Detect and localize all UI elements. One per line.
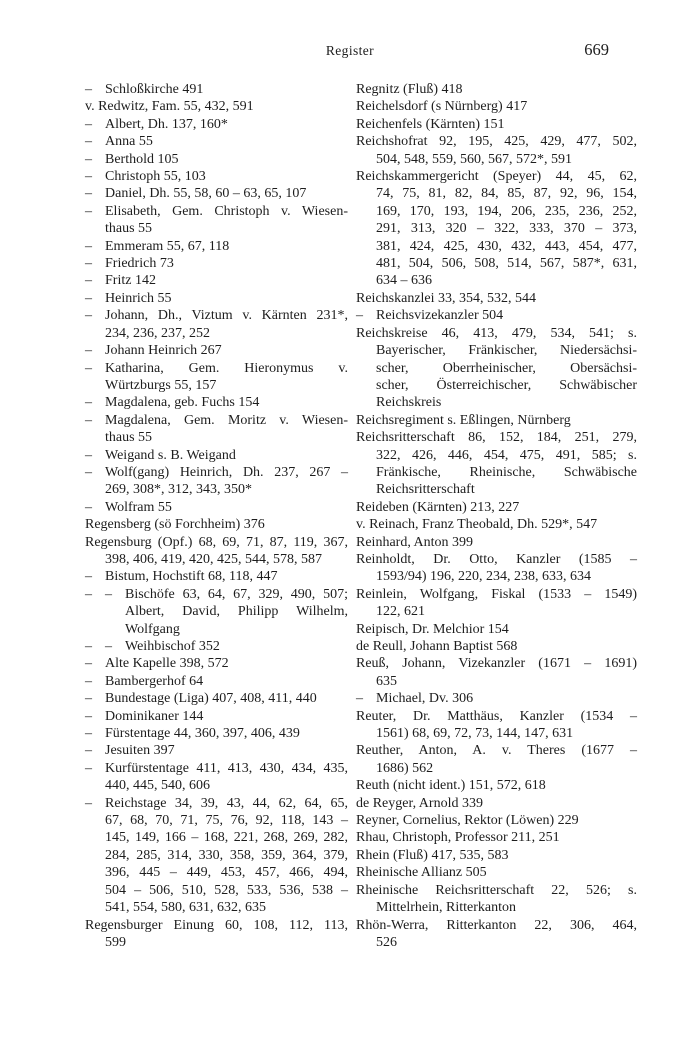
index-entry-line: Würtzburgs 55, 157	[105, 377, 217, 393]
index-entry-line: – Heinrich 55	[85, 290, 172, 306]
index-entry-line: Reichskreis	[376, 395, 442, 411]
index-entry-line: 526	[376, 934, 397, 950]
index-entry	[85, 290, 348, 307]
subentry-dash: –	[105, 586, 112, 602]
index-entry-line: – Reichstage 34, 39, 43, 44, 62, 64, 65,	[85, 795, 348, 811]
index-entry-line: Reichsregiment s. Eßlingen, Nürnberg	[356, 412, 571, 428]
index-entry-line: Regnitz (Fluß) 418	[356, 82, 463, 97]
index-entry-line: Reyner, Cornelius, Rektor (Löwen) 229	[356, 813, 579, 829]
index-entry-line: – Friedrich 73	[85, 256, 174, 272]
index-entry	[356, 325, 637, 412]
index-entry	[85, 151, 348, 168]
index-entry-line: Rhau, Christoph, Professor 211, 251	[356, 830, 560, 846]
index-entry	[85, 690, 348, 707]
index-entry	[85, 708, 348, 725]
index-entry-line: – Fürstentage 44, 360, 397, 406, 439	[85, 726, 300, 742]
index-entry-line: Reichsritterschaft	[376, 482, 475, 498]
index-entry	[85, 795, 348, 917]
index-entry-line: – Dominikaner 144	[85, 708, 204, 724]
subentry-dash: –	[356, 308, 363, 324]
index-entry-line: 269, 308*, 312, 343, 350*	[105, 482, 252, 498]
index-entry-line: – – Weihbischof 352	[85, 639, 220, 654]
subentry-dash: –	[85, 464, 92, 480]
index-entry	[356, 516, 637, 533]
index-entry	[356, 412, 637, 429]
subentry-dash: –	[85, 743, 92, 759]
index-entry-line: – Kurfürstentage 411, 413, 430, 434, 435,	[85, 760, 348, 776]
index-entry	[85, 203, 348, 238]
subentry-dash: –	[85, 691, 92, 707]
index-entry	[356, 742, 637, 777]
index-entry	[356, 307, 637, 324]
index-entry	[356, 81, 637, 98]
index-entry	[85, 568, 348, 585]
index-entry-line: Mittelrhein, Ritterkanton	[376, 900, 516, 916]
index-entry-line: – Johann, Dh., Viztum v. Kärnten 231*,	[85, 308, 348, 324]
index-entry	[85, 133, 348, 150]
index-entry-line: – Fritz 142	[85, 273, 156, 289]
index-entry	[85, 655, 348, 672]
subentry-dash: –	[85, 412, 92, 428]
index-entry-line: 504, 548, 559, 560, 567, 572*, 591	[376, 151, 572, 167]
index-entry-line: – Schloßkirche 491	[85, 82, 204, 97]
index-entry-line: – Albert, Dh. 137, 160*	[85, 116, 228, 132]
index-entry	[356, 133, 637, 168]
index-entry-line: Reuter, Dr. Matthäus, Kanzler (1534 –	[356, 708, 637, 724]
index-entry	[85, 760, 348, 795]
index-entry-line: 504 – 506, 510, 528, 533, 536, 538 –	[105, 882, 348, 898]
subentry-dash: –	[85, 273, 92, 289]
index-entry	[85, 673, 348, 690]
index-entry-line: 398, 406, 419, 420, 425, 544, 578, 587	[105, 551, 322, 567]
index-entry-line: – Weigand s. B. Weigand	[85, 447, 236, 463]
index-entry-line: 234, 236, 237, 252	[105, 325, 210, 341]
index-entry	[356, 812, 637, 829]
index-entry	[356, 777, 637, 794]
index-entry-line: Reinholdt, Dr. Otto, Kanzler (1585 –	[356, 551, 637, 567]
subentry-dash: –	[356, 691, 363, 707]
index-entry-line: – Michael, Dv. 306	[356, 691, 474, 707]
subentry-dash: –	[85, 116, 92, 132]
index-entry	[356, 116, 637, 133]
index-entry	[356, 917, 637, 952]
index-entry	[85, 447, 348, 464]
index-entry-line: – Jesuiten 397	[85, 743, 175, 759]
index-entry-line: – – Bischöfe 63, 64, 67, 329, 490, 507;	[85, 586, 348, 602]
index-entry-line: – Alte Kapelle 398, 572	[85, 656, 229, 672]
index-entry	[356, 795, 637, 812]
index-entry	[356, 534, 637, 551]
index-entry-line: 634 – 636	[376, 273, 432, 289]
subentry-dash: –	[85, 569, 92, 585]
index-entry-line: Regensburger Einung 60, 108, 112, 113,	[85, 917, 348, 933]
index-entry-line: 284, 285, 314, 330, 358, 359, 364, 379,	[105, 847, 348, 863]
index-entry-line: 1561) 68, 69, 72, 73, 144, 147, 631	[376, 726, 574, 742]
subentry-dash: –	[105, 639, 112, 654]
index-entry-line: – Daniel, Dh. 55, 58, 60 – 63, 65, 107	[85, 186, 307, 202]
index-entry	[85, 534, 348, 569]
index-entry	[85, 742, 348, 759]
index-entry-line: Albert, David, Philipp Wilhelm,	[125, 604, 348, 620]
index-entry	[85, 185, 348, 202]
index-entry-line: – Wolf(gang) Heinrich, Dh. 237, 267 –	[85, 464, 348, 480]
index-entry-line: 1593/94) 196, 220, 234, 238, 633, 634	[376, 569, 592, 585]
index-entry	[85, 917, 348, 952]
index-entry-line: 440, 445, 540, 606	[105, 778, 210, 794]
index-entry	[356, 882, 637, 917]
index-entry-line: – Bundestage (Liga) 407, 408, 411, 440	[85, 691, 317, 707]
subentry-dash: –	[85, 499, 92, 515]
index-entry	[85, 168, 348, 185]
subentry-dash: –	[85, 186, 92, 202]
subentry-dash: –	[85, 360, 92, 376]
index-entry-line: 169, 170, 193, 194, 206, 235, 236, 252,	[376, 203, 637, 219]
index-entry-line: Reichskreise 46, 413, 479, 534, 541; s.	[356, 325, 637, 341]
index-column-left	[85, 81, 348, 951]
index-entry-line: scher, Österreichischer, Schwäbischer	[376, 377, 637, 393]
index-entry	[85, 238, 348, 255]
index-entry-line: – Magdalena, Gem. Moritz v. Wiesen-	[85, 412, 348, 428]
index-entry-line: thaus 55	[105, 430, 153, 446]
subentry-dash: –	[85, 708, 92, 724]
index-entry-line: Rheinische Allianz 505	[356, 865, 487, 881]
index-entry-line: – Christoph 55, 103	[85, 169, 206, 185]
index-entry-line: 74, 75, 81, 82, 84, 85, 87, 92, 96, 154,	[376, 186, 637, 202]
index-entry	[356, 429, 637, 499]
subentry-dash: –	[85, 169, 92, 185]
index-entry-line: Bayerischer, Fränkischer, Niedersächsi-	[376, 343, 637, 359]
index-entry-line: Rhön-Werra, Ritterkanton 22, 306, 464,	[356, 917, 637, 933]
index-column-right	[356, 81, 637, 951]
subentry-dash: –	[85, 395, 92, 411]
index-entry	[85, 116, 348, 133]
index-entry-line: 291, 313, 320 – 322, 333, 370 – 373,	[376, 221, 637, 237]
subentry-dash: –	[85, 134, 92, 150]
subentry-dash: –	[85, 726, 92, 742]
index-entry	[356, 847, 637, 864]
index-entry-line: Reuß, Johann, Vizekanzler (1671 – 1691)	[356, 656, 637, 672]
index-entry-line: Reuther, Anton, A. v. Theres (1677 –	[356, 743, 637, 759]
index-entry	[356, 290, 637, 307]
index-entry-line: Reinlein, Wolfgang, Fiskal (1533 – 1549)	[356, 586, 637, 602]
index-entry	[356, 621, 637, 638]
index-entry-line: 635	[376, 673, 397, 689]
index-entry	[85, 360, 348, 395]
index-entry-line: – Katharina, Gem. Hieronymus v.	[85, 360, 348, 376]
index-entry-line: Reichshofrat 92, 195, 425, 429, 477, 502,	[356, 134, 637, 150]
index-entry-line: Reichsritterschaft 86, 152, 184, 251, 279,	[356, 430, 637, 446]
index-entry-line: 1686) 562	[376, 760, 434, 776]
index-entry-line: 396, 445 – 449, 453, 457, 466, 494,	[105, 865, 348, 881]
index-entry	[85, 394, 348, 411]
index-entry	[85, 342, 348, 359]
index-entry-line: 481, 504, 506, 508, 514, 567, 587*, 631,	[376, 256, 637, 272]
index-entry-line: Reideben (Kärnten) 213, 227	[356, 499, 520, 515]
subentry-dash: –	[85, 447, 92, 463]
index-entry	[356, 829, 637, 846]
index-entry	[85, 98, 348, 115]
subentry-dash: –	[85, 795, 92, 811]
index-entry-line: – Emmeram 55, 67, 118	[85, 238, 230, 254]
index-entry-line: 599	[105, 934, 126, 950]
index-entry	[356, 499, 637, 516]
index-entry-line: de Reyger, Arnold 339	[356, 795, 483, 811]
subentry-dash: –	[85, 203, 92, 219]
index-entry-line: – Reichsvizekanzler 504	[356, 308, 504, 324]
index-entry-line: de Reull, Johann Baptist 568	[356, 639, 518, 654]
subentry-dash: –	[85, 82, 92, 97]
index-entry-line: – Johann Heinrich 267	[85, 343, 222, 359]
index-entry-line: 322, 426, 446, 454, 475, 491, 585; s.	[376, 447, 637, 463]
index-entry-line: Reipisch, Dr. Melchior 154	[356, 621, 509, 637]
index-entry-line: – Berthold 105	[85, 151, 179, 167]
index-entry-line: – Anna 55	[85, 134, 153, 150]
index-entry	[85, 586, 348, 638]
subentry-dash: –	[85, 639, 92, 654]
subentry-dash: –	[85, 290, 92, 306]
subentry-dash: –	[85, 151, 92, 167]
index-entry-line: Regensburg (Opf.) 68, 69, 71, 87, 119, 367,	[85, 534, 348, 550]
subentry-dash: –	[85, 586, 92, 602]
index-entry	[85, 81, 348, 98]
index-entry-line: – Bambergerhof 64	[85, 673, 204, 689]
index-entry	[356, 708, 637, 743]
index-entry-line: Fränkische, Rheinische, Schwäbische	[376, 464, 637, 480]
index-entry-line: Reinhard, Anton 399	[356, 534, 474, 550]
index-entry-line: 67, 68, 70, 71, 75, 76, 92, 118, 143 –	[105, 813, 348, 829]
index-entry	[85, 516, 348, 533]
index-entry-line: Reuth (nicht ident.) 151, 572, 618	[356, 778, 546, 794]
index-entry	[85, 412, 348, 447]
subentry-dash: –	[85, 308, 92, 324]
index-entry	[85, 725, 348, 742]
index-entry-line: – Elisabeth, Gem. Christoph v. Wiesen-	[85, 203, 348, 219]
subentry-dash: –	[85, 673, 92, 689]
index-entry-line: 381, 424, 425, 430, 432, 443, 454, 477,	[376, 238, 637, 254]
index-entry-line: v. Redwitz, Fam. 55, 432, 591	[85, 99, 254, 115]
index-entry	[356, 551, 637, 586]
index-entry-line: Reichskammergericht (Speyer) 44, 45, 62,	[356, 169, 637, 185]
index-entry	[85, 307, 348, 342]
index-entry-line: Rhein (Fluß) 417, 535, 583	[356, 847, 509, 863]
index-entry	[85, 272, 348, 289]
index-entry-line: 122, 621	[376, 604, 425, 620]
index-entry-line: v. Reinach, Franz Theobald, Dh. 529*, 547	[356, 517, 598, 533]
index-entry	[356, 638, 637, 655]
index-entry-line: – Wolfram 55	[85, 499, 172, 515]
index-entry	[356, 586, 637, 621]
index-entry-line: scher, Oberrheinischer, Obersächsi-	[376, 360, 637, 376]
index-entry-line: – Bistum, Hochstift 68, 118, 447	[85, 569, 278, 585]
running-head: Register	[325, 43, 375, 58]
index-entry	[85, 638, 348, 655]
index-entry	[356, 864, 637, 881]
index-entry	[85, 255, 348, 272]
index-entry-line: 541, 554, 580, 631, 632, 635	[105, 900, 266, 916]
page-number: 669	[584, 40, 609, 59]
index-entry	[356, 168, 637, 290]
index-entry-line: thaus 55	[105, 221, 153, 237]
subentry-dash: –	[85, 656, 92, 672]
index-entry-line: 145, 149, 166 – 168, 221, 268, 269, 282,	[105, 830, 348, 846]
subentry-dash: –	[85, 343, 92, 359]
subentry-dash: –	[85, 760, 92, 776]
index-entry	[356, 98, 637, 115]
index-entry	[85, 464, 348, 499]
index-entry-line: Reichskanzlei 33, 354, 532, 544	[356, 290, 537, 306]
index-entry-line: Regensberg (sö Forchheim) 376	[85, 517, 265, 533]
index-entry-line: Wolfgang	[125, 621, 180, 637]
index-entry-line: – Magdalena, geb. Fuchs 154	[85, 395, 260, 411]
index-entry-line: Reichenfels (Kärnten) 151	[356, 116, 505, 132]
index-entry	[356, 655, 637, 690]
subentry-dash: –	[85, 238, 92, 254]
index-entry-line: Rheinische Reichsritterschaft 22, 526; s.	[356, 882, 637, 898]
subentry-dash: –	[85, 256, 92, 272]
index-entry	[356, 690, 637, 707]
index-entry	[85, 499, 348, 516]
index-entry-line: Reichelsdorf (s Nürnberg) 417	[356, 99, 528, 115]
